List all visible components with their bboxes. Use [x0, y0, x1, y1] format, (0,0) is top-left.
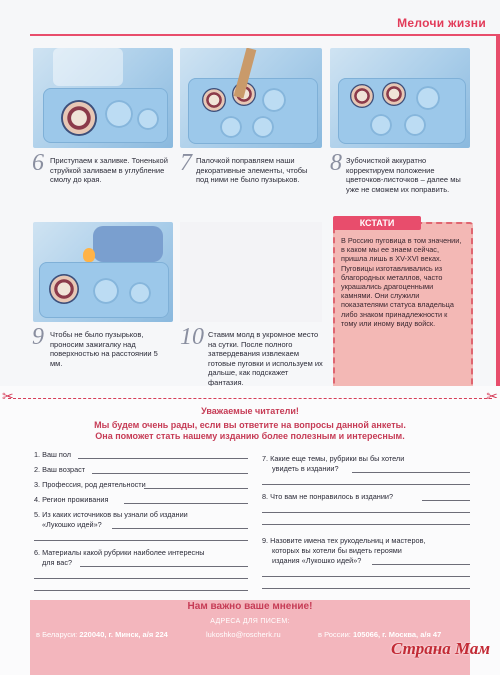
- answer-line[interactable]: [144, 488, 248, 489]
- address-belarus-prefix: в Беларуси:: [36, 630, 78, 639]
- question-9-cont: издания «Лукошко идей»?: [272, 556, 362, 565]
- step-number: 9: [32, 324, 44, 350]
- question-4: 4. Регион проживания: [34, 495, 109, 504]
- step-10-photo: [180, 222, 322, 322]
- step-6-photo: [33, 48, 173, 148]
- answer-line[interactable]: [262, 576, 470, 577]
- cut-line: [8, 398, 492, 399]
- step-8-text: Зубочисткой аккуратно корректируем положение цветочков-листочков – далее мы уже не сможем их поправить.: [346, 156, 461, 194]
- address-russia-value: 105066, г. Москва, а/я 47: [352, 630, 442, 639]
- survey-intro: Она поможет стать нашему изданию более полезным и интересным.: [95, 431, 405, 441]
- scissors-icon: ✂: [486, 388, 498, 404]
- answer-line[interactable]: [80, 566, 248, 567]
- step-8-photo: [330, 48, 470, 148]
- step-9-text: Чтобы не было пузырьков, проносим зажигалку над поверхностью на расстоянии 5 мм.: [50, 330, 158, 368]
- step-10-text: Ставим молд в укромное место на сутки. После полного затвердевания извлекаем готовые пуговки и используем их дальше, как подскажет фантазия.: [208, 330, 323, 387]
- answer-line[interactable]: [422, 500, 470, 501]
- question-8: 8. Что вам не понравилось в издании?: [262, 492, 394, 501]
- address-heading: АДРЕСА ДЛЯ ПИСЕМ:: [210, 618, 290, 625]
- answer-line[interactable]: [352, 472, 470, 473]
- answer-line[interactable]: [34, 590, 248, 591]
- question-2: 2. Ваш возраст: [34, 465, 86, 474]
- answer-line[interactable]: [78, 458, 248, 459]
- step-number: 7: [180, 150, 192, 176]
- question-1: 1. Ваш пол: [34, 450, 72, 459]
- answer-line[interactable]: [262, 512, 470, 513]
- address-russia: [318, 630, 441, 639]
- edge-accent-bar: [496, 34, 500, 394]
- question-7-cont: увидеть в издании?: [272, 464, 339, 473]
- question-5: 5. Из каких источников вы узнали об издании: [34, 510, 188, 519]
- email-link[interactable]: lukoshko@roscherk.ru: [206, 630, 281, 639]
- step-7-text: Палочкой поправляем наши декоративные элементы, чтобы под ними не было пузырьков.: [196, 156, 308, 184]
- question-3: 3. Профессия, род деятельности: [34, 480, 146, 489]
- answer-line[interactable]: [262, 588, 470, 589]
- question-9: 9. Назовите имена тех рукодельниц и мастеров,: [262, 536, 426, 545]
- section-title: Мелочи жизни: [397, 16, 486, 30]
- answer-line[interactable]: [112, 528, 248, 529]
- step-9-photo: [33, 222, 173, 322]
- step-6-text: Приступаем к заливке. Тоненькой струйкой заливаем в углубление смолу до края.: [50, 156, 168, 184]
- email-address[interactable]: [206, 630, 281, 639]
- answer-line[interactable]: [262, 524, 470, 525]
- question-9-cont: которых вы хотели бы видеть героями: [272, 546, 402, 555]
- answer-line[interactable]: [92, 473, 248, 474]
- survey-title: Уважаемые читатели!: [201, 406, 299, 416]
- address-russia-prefix: в России:: [318, 630, 351, 639]
- site-watermark: Страна Мам: [390, 639, 490, 658]
- answer-line[interactable]: [124, 503, 248, 504]
- question-7: 7. Какие еще темы, рубрики вы бы хотели: [262, 454, 405, 463]
- step-number: 6: [32, 150, 44, 176]
- question-6-cont: для вас?: [42, 558, 73, 567]
- answer-line[interactable]: [372, 564, 470, 565]
- step-7-photo: [180, 48, 322, 148]
- step-number: 8: [330, 150, 342, 176]
- question-5-cont: «Лукошко идей»?: [42, 520, 102, 529]
- address-belarus: [36, 630, 168, 639]
- footer-title: Нам важно ваше мнение!: [187, 601, 313, 612]
- survey-intro: Мы будем очень рады, если вы ответите на вопросы данной анкеты.: [94, 420, 406, 430]
- header-rule: [30, 34, 500, 36]
- answer-line[interactable]: [34, 578, 248, 579]
- scissors-icon: ✂: [2, 388, 14, 404]
- kstati-tag: КСТАТИ: [333, 216, 421, 230]
- step-number: 10: [180, 324, 204, 350]
- kstati-text: В Россию пуговица в том значении, в каком мы ее знаем сейчас, пришла лишь в XV-XVI веках. Пуговицы изготавливались из благородных металлов, часто украшались драгоценными камнями. Они служили показателями статуса владельца либо знаком принадлежности к тому или иному виду войск.: [341, 236, 462, 328]
- address-belarus-value: 220040, г. Минск, а/я 224: [79, 630, 168, 639]
- question-6: 6. Материалы какой рубрики наиболее интересны: [34, 548, 205, 557]
- answer-line[interactable]: [34, 540, 248, 541]
- answer-line[interactable]: [262, 484, 470, 485]
